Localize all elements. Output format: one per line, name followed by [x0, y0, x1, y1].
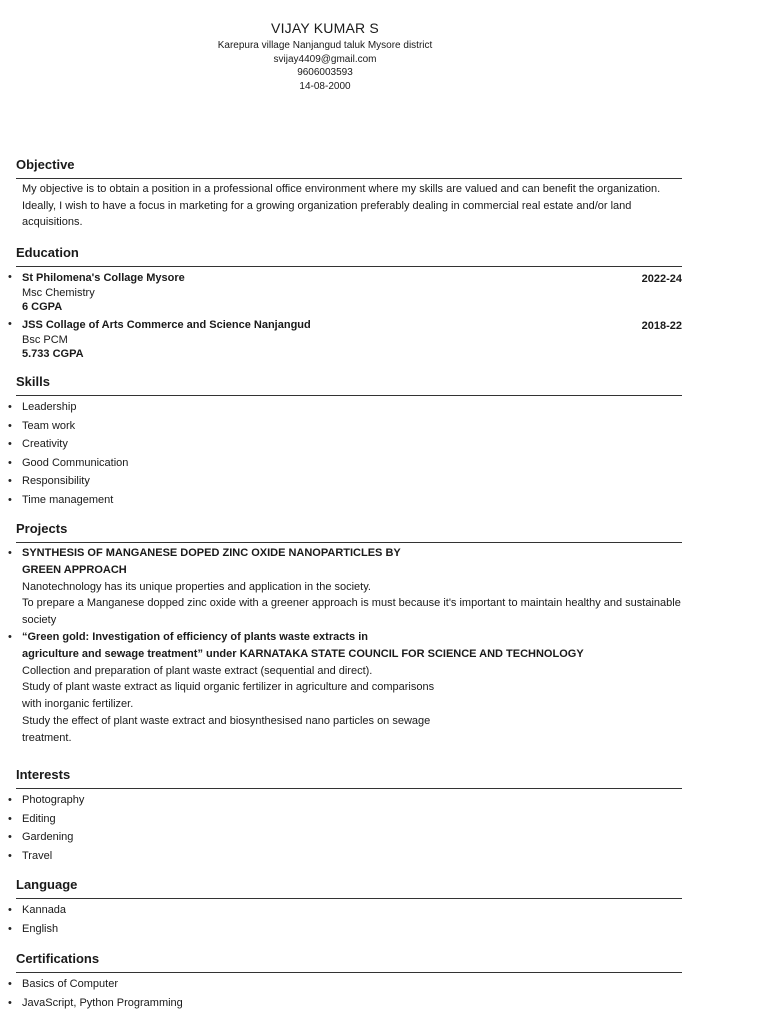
language-heading: Language	[16, 877, 682, 899]
projects-section	[16, 521, 682, 747]
project-title: • “Green gold: Investigation of efficiency of plants waste extracts in	[22, 630, 368, 643]
education-years: • 2022-24	[641, 273, 682, 285]
email: svijay4409@gmail.com	[273, 53, 377, 65]
project-description: To prepare a Manganese dopped zinc oxide with a greener approach is must because it's important to maintain healthy and sustainable society	[22, 597, 681, 627]
project-description: Study of plant waste extract as liquid organic fertilizer in agriculture and comparisons	[22, 681, 435, 694]
language-item: • English	[16, 920, 682, 939]
education-item	[16, 317, 682, 362]
skill-item: • Responsibility	[16, 472, 682, 491]
skill-item: • Team work	[16, 417, 682, 436]
education-institution: JSS Collage of Arts Commerce and Science Nanjangud	[22, 318, 311, 331]
education-heading: Education	[16, 245, 682, 267]
education-score: 6 CGPA	[22, 301, 63, 314]
skill-item: • Good Communication	[16, 454, 682, 473]
skill-item: • Time management	[16, 491, 682, 510]
candidate-name: VIJAY KUMAR S	[271, 20, 379, 36]
resume-header	[0, 20, 650, 93]
project-description: Nanotechnology has its unique properties and application in the society.	[22, 580, 371, 593]
education-score: 5.733 CGPA	[22, 347, 84, 360]
education-item	[16, 270, 682, 315]
objective-heading: Objective	[16, 157, 682, 179]
projects-heading: Projects	[16, 521, 682, 543]
language-item: • Kannada	[16, 901, 682, 920]
interest-item: • Photography	[16, 791, 682, 810]
interest-item: • Travel	[16, 847, 682, 866]
objective-section	[16, 157, 682, 231]
project-item	[16, 629, 682, 747]
project-item	[16, 545, 682, 629]
project-description: Study the effect of plant waste extract and biosynthesised nano particles on sewage	[22, 714, 431, 727]
skill-item: • Leadership	[16, 398, 682, 417]
education-years: • 2018-22	[641, 319, 682, 332]
interests-section	[16, 767, 682, 865]
education-section	[16, 245, 682, 361]
language-section	[16, 877, 682, 938]
education-institution: St Philomena's Collage Mysore	[22, 272, 185, 284]
skills-heading: Skills	[16, 374, 682, 396]
address: Karepura village Nanjangud taluk Mysore district	[217, 40, 433, 51]
certifications-heading: Certifications	[16, 951, 682, 973]
interest-item: • Gardening	[16, 828, 682, 847]
education-degree: Msc Chemistry	[22, 287, 95, 299]
date-of-birth: 14-08-2000	[299, 80, 351, 92]
skills-section	[16, 374, 682, 509]
skill-item: • Creativity	[16, 435, 682, 454]
interests-heading: Interests	[16, 767, 682, 789]
project-description: treatment.	[22, 731, 72, 744]
education-degree: Bsc PCM	[22, 333, 68, 346]
interest-item: • Editing	[16, 810, 682, 829]
phone: 9606003593	[297, 67, 353, 78]
certification-item: • Basics of Computer	[16, 975, 682, 994]
project-title-continued: agriculture and sewage treatment” under KARNATAKA STATE COUNCIL FOR SCIENCE AND TECHNOLOGY	[22, 647, 584, 660]
certifications-section	[16, 951, 682, 1012]
project-description: Collection and preparation of plant waste extract (sequential and direct).	[22, 664, 373, 677]
certification-item: • JavaScript, Python Programming	[16, 994, 682, 1013]
project-title: • SYNTHESIS OF MANGANESE DOPED ZINC OXIDE NANOPARTICLES BY	[22, 547, 401, 559]
project-description: with inorganic fertilizer.	[22, 698, 134, 711]
objective-text: My objective is to obtain a position in a professional office environment where my skills are valued and can benefit the organization. Ideally, I wish to have a focus in marketing for a growing organization preferably dealing in commercial real estate and/or land acquisitions.	[22, 183, 661, 229]
project-title-continued: GREEN APPROACH	[22, 563, 127, 576]
